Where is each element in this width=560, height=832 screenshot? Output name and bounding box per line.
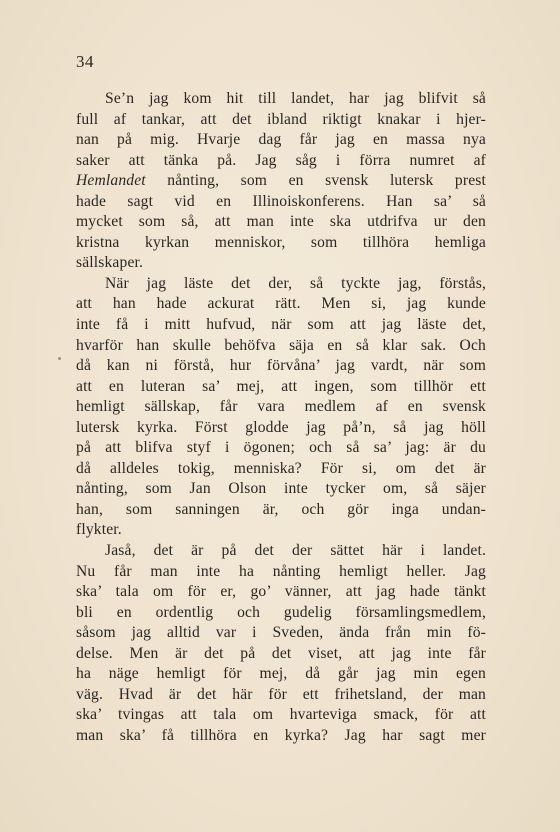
text-line: på att blifva styf i ögonen; och så sa’ jag: är du bbox=[76, 439, 486, 457]
text-line: När jag läste det der, så tyckte jag, förstås, bbox=[105, 274, 486, 292]
text-line: att han hade ackurat rätt. Men si, jag kunde bbox=[76, 295, 486, 313]
text-line: väg. Hvad är det här för ett frihetsland, der man bbox=[76, 685, 486, 703]
body-text bbox=[76, 89, 486, 747]
text-line: hade sagt vid en Illinoiskonferens. Han sa’ så bbox=[76, 192, 486, 210]
text-line: ha näge hemligt för mej, då går jag min egen bbox=[76, 665, 486, 683]
text-line: hemligt sällskap, får vara medlem af en svensk bbox=[76, 398, 486, 416]
text-line: då alldeles tokig, menniska? För si, om det är bbox=[76, 459, 486, 477]
page-number: 34 bbox=[76, 52, 94, 71]
italic-title: Hemlandet bbox=[76, 172, 146, 190]
text-line: saker att tänka på. Jag såg i förra numret af bbox=[76, 151, 486, 169]
text-line: bli en ordentlig och gudelig församlingsmedlem, bbox=[76, 603, 486, 621]
text-line bbox=[76, 171, 486, 192]
text-line: Jaså, det är på det der sättet här i landet. bbox=[105, 542, 486, 560]
text-line: Nu får man inte ha nånting hemligt heller. Jag bbox=[76, 562, 486, 580]
text-line: att en luteran sa’ mej, att ingen, som tillhör ett bbox=[76, 377, 486, 395]
text-line: mycket som så, att man inte ska utdrifva ur den bbox=[76, 213, 486, 231]
line-text: nånting, som en svensk lutersk prest bbox=[145, 172, 486, 190]
text-line: då kan ni förstå, hur förvåna’ jag vardt, när som bbox=[76, 357, 486, 375]
margin-speck bbox=[58, 357, 61, 360]
text-line: såsom jag alltid var i Sveden, ända från min fö- bbox=[76, 624, 486, 642]
text-line: nan på mig. Hvarje dag får jag en massa nya bbox=[76, 131, 486, 149]
text-line: inte få i mitt hufvud, när som att jag läste det, bbox=[76, 316, 486, 334]
text-line: man ska’ få tillhöra en kyrka? Jag har sagt mer bbox=[76, 726, 486, 744]
text-line: nånting, som Jan Olson inte tycker om, så säjer bbox=[76, 480, 486, 498]
text-line: full af tankar, att det ibland riktigt knakar i hjer- bbox=[76, 110, 486, 128]
text-line: han, som sanningen är, och gör inga undan- bbox=[76, 500, 486, 518]
text-line: kristna kyrkan menniskor, som tillhöra hemliga bbox=[76, 233, 486, 251]
text-line: hvarför han skulle behöfva säja en så klar sak. Och bbox=[76, 336, 486, 354]
text-line: lutersk kyrka. Först glodde jag på’n, så jag höll bbox=[76, 418, 486, 436]
text-line: Se’n jag kom hit till landet, har jag blifvit så bbox=[105, 90, 486, 107]
text-line: ska’ tvingas att tala om hvarteviga smack, för att bbox=[76, 706, 486, 724]
text-line: sällskaper. bbox=[76, 254, 144, 272]
text-line: flykter. bbox=[76, 521, 122, 539]
text-line: ska’ tala om för er, go’ vänner, att jag hade tänkt bbox=[76, 583, 486, 601]
text-line: delse. Men är det på det viset, att jag inte får bbox=[76, 644, 486, 662]
